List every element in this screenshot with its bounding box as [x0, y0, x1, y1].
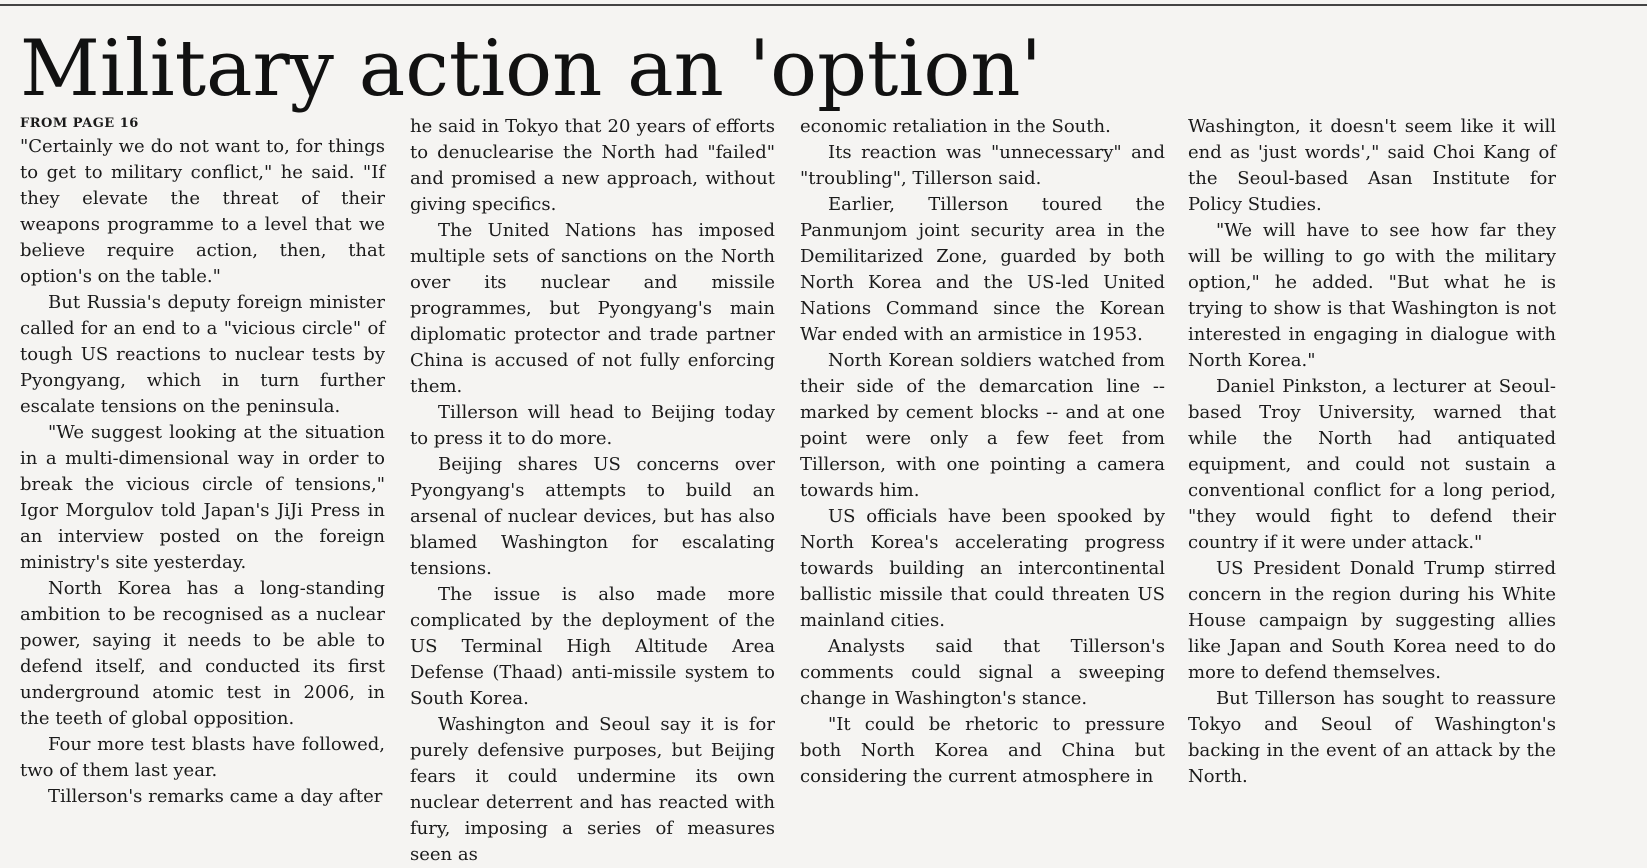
- paragraph: "We will have to see how far they will be willing to go with the military option," he added. "But what he is trying to show is that Washington is not interested in engaging in dialogue with North Korea.": [1188, 220, 1556, 371]
- paragraph: The United Nations has imposed multiple sets of sanctions on the North over its nuclear and missile programmes, but Pyongyang's main diplomatic protector and trade partner China is accused of not fully enforcing them.: [410, 220, 775, 397]
- paragraph: "We suggest looking at the situation in a multi-dimensional way in order to break the vicious circle of tensions," Igor Morgulov told Japan's JiJi Press in an interview posted on the foreign ministry's site yesterday.: [20, 422, 385, 573]
- paragraph: Beijing shares US concerns over Pyongyang's attempts to build an arsenal of nuclear devices, but has also blamed Washington for escalating tensions.: [410, 454, 775, 579]
- paragraph: But Tillerson has sought to reassure Tokyo and Seoul of Washington's backing in the event of an attack by the North.: [1188, 688, 1556, 787]
- paragraph: Washington and Seoul say it is for purely defensive purposes, but Beijing fears it could undermine its own nuclear deterrent and has reacted with fury, imposing a series of measures seen as: [410, 714, 775, 865]
- paragraph: US officials have been spooked by North Korea's accelerating progress towards building an intercontinental ballistic missile that could threaten US mainland cities.: [800, 506, 1165, 631]
- paragraph: North Korea has a long-standing ambition to be recognised as a nuclear power, saying it needs to be able to defend itself, and conducted its first underground atomic test in 2006, in the teeth of global opposition.: [20, 578, 385, 729]
- paragraph: Its reaction was "unnecessary" and "troubling", Tillerson said.: [800, 142, 1165, 189]
- paragraph: But Russia's deputy foreign minister called for an end to a "vicious circle" of tough US reactions to nuclear tests by Pyongyang, which in turn further escalate tensions on the peninsula.: [20, 292, 385, 417]
- paragraph: economic retaliation in the South.: [800, 116, 1111, 137]
- paragraph: "Certainly we do not want to, for things to get to military conflict," he said. "If they elevate the threat of their weapons programme to a level that we believe require action, then, that option's on the table.": [20, 136, 385, 287]
- top-rule: [0, 4, 1647, 6]
- paragraph: The issue is also made more complicated by the deployment of the US Terminal High Altitude Area Defense (Thaad) anti-missile system to South Korea.: [410, 584, 775, 709]
- paragraph: US President Donald Trump stirred concern in the region during his White House campaign by suggesting allies like Japan and South Korea need to do more to defend themselves.: [1188, 558, 1556, 683]
- paragraph: Daniel Pinkston, a lecturer at Seoul-based Troy University, warned that while the North had antiquated equipment, and could not sustain a conventional conflict for a long period, "they would fight to defend their country if it were under attack.": [1188, 376, 1556, 553]
- paragraph: Earlier, Tillerson toured the Panmunjom joint security area in the Demilitarized Zone, guarded by both North Korea and the US-led United Nations Command since the Korean War ended with an armistice in 1953.: [800, 194, 1165, 345]
- column-3: [800, 114, 1165, 842]
- kicker: FROM PAGE 16: [20, 116, 139, 131]
- paragraph: North Korean soldiers watched from their side of the demarcation line -- marked by cement blocks -- and at one point were only a few feet from Tillerson, with one pointing a camera towards him.: [800, 350, 1165, 501]
- paragraph: Analysts said that Tillerson's comments could signal a sweeping change in Washington's stance.: [800, 636, 1165, 709]
- paragraph: Tillerson's remarks came a day after: [48, 786, 383, 807]
- paragraph: Tillerson will head to Beijing today to press it to do more.: [410, 402, 775, 449]
- paragraph: Four more test blasts have followed, two of them last year.: [20, 734, 385, 781]
- column-4: [1188, 114, 1556, 842]
- column-1: [20, 114, 385, 842]
- headline: Military action an 'option': [20, 24, 1042, 114]
- paragraph: "It could be rhetoric to pressure both North Korea and China but considering the current atmosphere in: [800, 714, 1165, 787]
- paragraph: Washington, it doesn't seem like it will end as 'just words'," said Choi Kang of the Seoul-based Asan Institute for Policy Studies.: [1188, 116, 1556, 215]
- column-2: [410, 114, 775, 865]
- paragraph: he said in Tokyo that 20 years of efforts to denuclearise the North had "failed" and promised a new approach, without giving specifics.: [410, 116, 775, 215]
